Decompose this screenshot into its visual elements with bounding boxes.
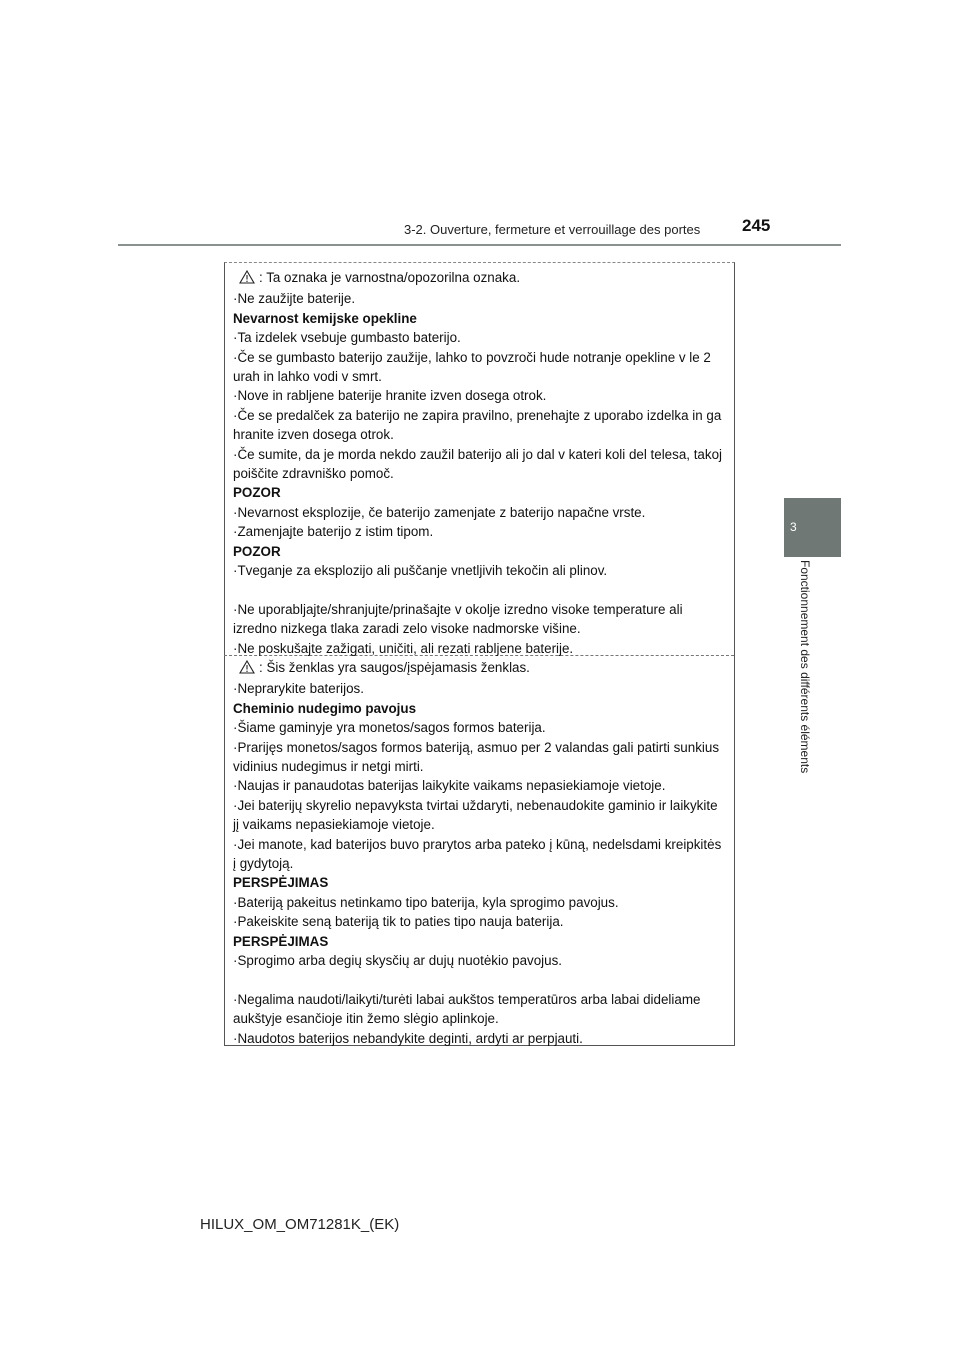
lithuanian-heading: PERSPĖJIMAS <box>233 933 329 949</box>
slovenian-line: ·Če se gumbasto baterijo zaužije, lahko to povzroči hude notranje opekline v le 2 urah in lahko vodi v smrt. <box>233 349 711 385</box>
slovenian-line: ·Tveganje za eksplozijo ali puščanje vnetljivih tekočin ali plinov. <box>233 563 608 579</box>
slovenian-line: ·Če sumite, da je morda nekdo zaužil baterijo ali jo dal v kateri koli del telesa, takoj poiščite zdravniško pomoč. <box>233 446 723 482</box>
lithuanian-line: ·Jei manote, kad baterijos buvo prarytos arba pateko į kūną, nedelsdami kreipkitės į gydytoją. <box>233 836 722 872</box>
header-rule <box>118 244 841 246</box>
lithuanian-line: ·Bateriją pakeitus netinkamo tipo baterija, kyla sprogimo pavojus. <box>233 894 619 910</box>
lithuanian-intro: : Šis ženklas yra saugos/įspėjamasis ženklas. <box>259 660 530 675</box>
slovenian-warning-block <box>233 268 727 658</box>
slovenian-line: ·Če se predalček za baterijo ne zapira pravilno, prenehajte z uporabo izdelka in ga hranite izven dosega otrok. <box>233 407 722 443</box>
lithuanian-heading: Cheminio nudegimo pavojus <box>233 700 417 716</box>
page-number: 245 <box>742 216 771 235</box>
slovenian-line: ·Ne zaužijte baterije. <box>233 291 356 307</box>
slovenian-intro: : Ta oznaka je varnostna/opozorilna oznaka. <box>259 270 521 285</box>
document-id-footer: HILUX_OM_OM71281K_(EK) <box>200 1216 400 1233</box>
lithuanian-line: ·Pakeiskite seną bateriją tik to paties tipo nauja baterija. <box>233 914 564 930</box>
slovenian-heading: Nevarnost kemijske opekline <box>233 310 417 326</box>
header-section-title: 3-2. Ouverture, fermeture et verrouillage des portes <box>404 222 701 237</box>
lithuanian-line: ·Prarijęs monetos/sagos formos bateriją, asmuo per 2 valandas gali patirti sunkius vidinius nudegimus ir netgi mirti. <box>233 739 720 775</box>
warning-triangle-icon <box>239 660 255 679</box>
lithuanian-line: ·Neprarykite baterijos. <box>233 681 364 697</box>
slovenian-line: ·Zamenjajte baterijo z istim tipom. <box>233 524 434 540</box>
lithuanian-line: ·Jei baterijų skyrelio nepavyksta tvirtai uždaryti, nebenaudokite gaminio ir laikykite jį vaikams nepasiekiamoje vietoje. <box>233 797 718 833</box>
slovenian-line: ·Ne poskušajte zažigati, uničiti, ali rezati rabljene baterije. <box>233 640 574 656</box>
lithuanian-line: ·Negalima naudoti/laikyti/turėti labai aukštos temperatūros arba labai dideliame aukštyje esančioje itin žemo slėgio aplinkoje. <box>233 991 701 1027</box>
slovenian-line: ·Nove in rabljene baterije hranite izven dosega otrok. <box>233 388 547 404</box>
lithuanian-heading: PERSPĖJIMAS <box>233 875 329 891</box>
slovenian-line: ·Ta izdelek vsebuje gumbasto baterijo. <box>233 330 461 346</box>
lithuanian-warning-block <box>233 658 727 1048</box>
chapter-label: Fonctionnement des différents éléments <box>798 560 812 774</box>
chapter-tab <box>784 498 841 557</box>
lithuanian-line: ·Naujas ir panaudotas baterijas laikykite vaikams nepasiekiamoje vietoje. <box>233 778 666 794</box>
lithuanian-line: ·Naudotos baterijos nebandykite deginti, ardyti ar perpjauti. <box>233 1030 583 1046</box>
chapter-number: 3 <box>790 520 797 534</box>
slovenian-line: ·Ne uporabljajte/shranjujte/prinašajte v okolje izredno visoke temperature ali izredno nizkega tlaka zaradi zelo visoke nadmorske višine. <box>233 601 683 637</box>
slovenian-heading: POZOR <box>233 485 281 501</box>
lithuanian-line: ·Sprogimo arba degių skysčių ar dujų nuotėkio pavojus. <box>233 953 562 969</box>
slovenian-heading: POZOR <box>233 543 281 559</box>
slovenian-line: ·Nevarnost eksplozije, če baterijo zamenjate z baterijo napačne vrste. <box>233 504 646 520</box>
lithuanian-line: ·Šiame gaminyje yra monetos/sagos formos baterija. <box>233 720 546 736</box>
warning-triangle-icon <box>239 270 255 289</box>
lithuanian-intro-line <box>233 658 727 679</box>
slovenian-intro-line <box>233 268 727 289</box>
